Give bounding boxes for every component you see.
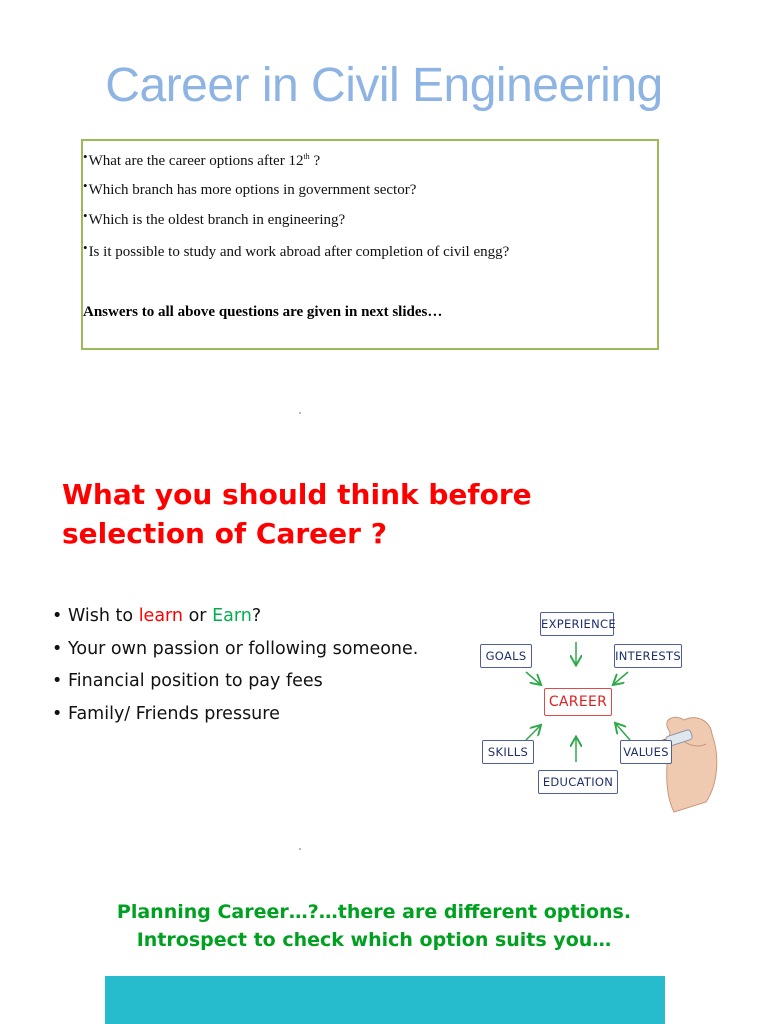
- list-item: • Family/ Friends pressure: [52, 703, 280, 724]
- list-item: • Your own passion or following someone.: [52, 638, 419, 659]
- career-diagram: [470, 606, 726, 814]
- goals-box: GOALS: [480, 644, 532, 668]
- values-box: VALUES: [620, 740, 672, 764]
- interests-box: INTERESTS: [614, 644, 682, 668]
- arrow-goals: [526, 672, 540, 684]
- slide-separator-dot: [299, 412, 301, 414]
- question-2: •Which branch has more options in government sector?: [83, 178, 417, 198]
- skills-box: SKILLS: [482, 740, 534, 764]
- list-item: • Wish to learn or Earn?: [52, 606, 262, 626]
- arrow-interests: [614, 672, 628, 684]
- answers-note: Answers to all above questions are given in next slides…: [83, 304, 443, 320]
- slide-separator-dot: [299, 848, 301, 850]
- question-3: •Which is the oldest branch in engineering?: [83, 208, 346, 228]
- question-4: •Is it possible to study and work abroad after completion of civil engg?: [83, 240, 510, 260]
- arrow-skills: [526, 726, 540, 740]
- planning-text: Planning Career…?…there are different options. Introspect to check which option suits you…: [116, 901, 632, 951]
- arrow-values: [616, 724, 630, 740]
- list-item: • Financial position to pay fees: [52, 671, 323, 691]
- hand-illustration: [658, 717, 717, 812]
- considerations-list: [52, 600, 472, 730]
- learn-word: learn: [138, 606, 184, 626]
- teal-banner: [105, 976, 665, 1024]
- question-1: •What are the career options after 12th ?: [83, 149, 321, 169]
- earn-word: Earn: [212, 606, 252, 626]
- experience-box: EXPERIENCE: [540, 612, 614, 636]
- questions-box: [81, 139, 659, 350]
- slide-title: Career in Civil Engineering: [105, 59, 663, 112]
- slide2-heading: What you should think before selection of Career ?: [62, 478, 532, 550]
- career-box: CAREER: [544, 688, 612, 716]
- education-box: EDUCATION: [538, 770, 618, 794]
